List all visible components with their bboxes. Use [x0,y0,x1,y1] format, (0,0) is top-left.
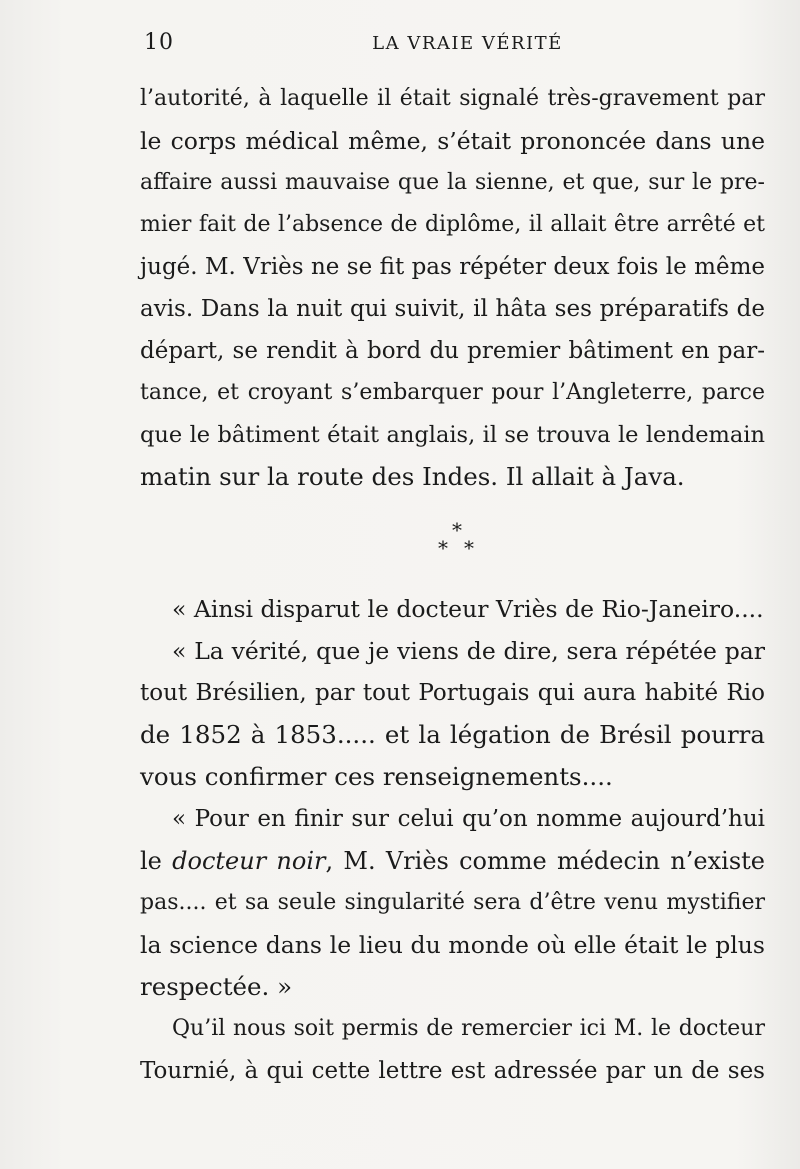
text-line: affaire aussi mauvaise que la sienne, et que, sur le pre- [140,170,765,195]
text-line: matin sur la route des Indes. Il allait à Java. [140,462,685,491]
running-title: LA VRAIE VÉRITÉ [372,33,563,54]
text-line: Qu’il nous soit permis de remercier ici M. le docteur [172,1016,765,1041]
text-line: Tournié, à qui cette lettre est adressée par un de ses [140,1058,765,1084]
text-line: avis. Dans la nuit qui suivit, il hâta ses préparatifs de [140,296,765,322]
italic-phrase: docteur noir [172,847,326,875]
text-line: pas.... et sa seule singularité sera d’être venu mystifier [140,890,765,915]
asterism-star: * [438,536,448,560]
text-line: « Pour en finir sur celui qu’on nomme aujourd’hui [172,806,765,832]
text-line: « La vérité, que je viens de dire, sera répétée par [172,637,765,665]
paragraph-departure [140,78,765,498]
text-line: respectée. » [140,972,293,1001]
page-header [140,30,765,60]
paragraph-quotation [140,588,765,798]
paragraph-thanks [140,1008,765,1092]
text-line: l’autorité, à laquelle il était signalé très-gravement par [140,86,765,111]
text-segment: , M. Vriès comme médecin n’existe [325,847,765,875]
text-line: de 1852 à 1853..... et la légation de Brésil pourra [140,720,765,749]
asterism-star: * [464,536,474,560]
text-line: le corps médical même, s’était prononcée dans une [140,127,765,155]
asterism-star: * [452,518,462,542]
text-line: la science dans le lieu du monde où elle était le plus [140,931,765,959]
text-line [140,840,765,882]
text-line: que le bâtiment était anglais, il se trouva le lendemain [140,422,765,448]
text-line: vous confirmer ces renseignements.... [140,762,613,791]
text-line: mier fait de l’absence de diplôme, il allait être arrêté et [140,212,765,237]
text-line: « Ainsi disparut le docteur Vriès de Rio-Janeiro.... [172,595,764,623]
text-line: tance, et croyant s’embarquer pour l’Angleterre, parce [140,380,765,405]
text-segment: le [140,847,173,875]
paragraph-docteur-noir [140,798,765,1008]
page-number: 10 [144,30,174,55]
text-line: tout Brésilien, par tout Portugais qui aura habité Rio [140,680,765,706]
text-line: départ, se rendit à bord du premier bâtiment en par- [140,338,765,364]
text-line: jugé. M. Vriès ne se fit pas répéter deux fois le même [140,254,765,280]
body-text [140,78,765,1092]
section-separator-asterism [140,498,765,588]
